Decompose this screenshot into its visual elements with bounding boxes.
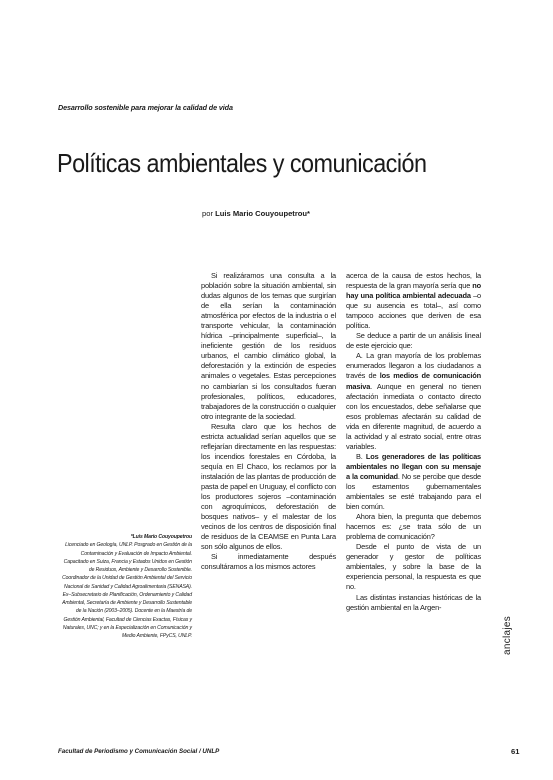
paragraph: Resulta claro que los hechos de estricta actualidad serían aquellos que se reflejarían directamente en las respuestas: los incendios forestales en Córdoba, la sequía en El Chaco, los reclamos por la instalación de las plantas de producción de pasta de papel en Uruguay, el conflicto con los productores sojeros –contaminación con agroquímicos, deforestación de bosques nativos– y el malestar de los vecinos de los centros de disposición final de residuos de la CEAMSE en Punta Lara son sólo algunos de ellos. xyxy=(201,421,336,552)
page-number: 61 xyxy=(511,747,520,756)
emphasis: los medios de comunicación masiva xyxy=(346,371,481,391)
text-run: A. La gran mayoría de los problemas enumerados llegaron a los ciudadanos a través de xyxy=(346,351,481,381)
author-footnote xyxy=(62,533,192,640)
emphasis: Los generadores de las políticas ambientales no llegan con su mensaje a la comunidad xyxy=(346,451,482,481)
body-column-1 xyxy=(201,271,336,572)
paragraph: Si realizáramos una consulta a la población sobre la situación ambiental, sin dudas algunos de los temas que surgirían de ella serían la contaminación atmosférica por efectos de la industria o el transporte vehicular, la contaminación hídrica –principalmente superficial–, la ineficiente gestión de los residuos urbanos, el cambio climático global, la deforestación y la extinción de especies animales o vegetales. Estas percepciones no cambiarían si los consultados fueran profesionales, políticos, educadores, trabajadores de la construcción o cualquier otro integrante de la sociedad. xyxy=(201,271,336,421)
text-run: –o que su ausencia es total–, así como tampoco acciones que deriven de esa política. xyxy=(346,291,481,331)
body-column-2 xyxy=(346,271,481,613)
side-tab-label: anclajes xyxy=(502,615,513,655)
text-run: acerca de la causa de estos hechos, la respuesta de la gran mayoría sería que xyxy=(346,271,481,291)
emphasis: no hay una política ambiental adecuada xyxy=(346,281,481,301)
section-header: Desarrollo sostenible para mejorar la calidad de vida xyxy=(58,103,233,112)
text-run: . Aunque en general no tienen afectación inmediata o contacto directo con los encuestados, debe señalarse que esos problemas afectarán su calidad de vida en diferente magnitud, de acuerdo a la actividad y al estrato social, entre otras variables. xyxy=(346,381,481,451)
paragraph xyxy=(346,351,481,451)
text-run: B. xyxy=(356,451,366,461)
paragraph xyxy=(346,452,481,512)
text-run: . No se percibe que desde los estamentos gubernamentales ambientales se esté trabajando para el bien común. xyxy=(346,471,481,512)
byline xyxy=(202,209,310,218)
paragraph: Desde el punto de vista de un generador y gestor de políticas ambientales, y sobre la base de la experiencia personal, la respuesta es que no. xyxy=(346,542,481,592)
footnote-name: *Luis Mario Couyoupetrou xyxy=(130,534,192,540)
footer-institution: Facultad de Periodismo y Comunicación Social / UNLP xyxy=(58,748,220,755)
paragraph: Se deduce a partir de un análisis lineal de este ejercicio que: xyxy=(346,331,481,351)
paragraph: Si inmediatamente después consultáramos a los mismos actores xyxy=(201,552,336,572)
author-name: Luis Mario Couyoupetrou* xyxy=(215,209,311,218)
paragraph: Las distintas instancias históricas de la gestión ambiental en la Argen- xyxy=(346,592,481,612)
article-title: Políticas ambientales y comunicación xyxy=(57,148,427,178)
footnote-text: Licenciado en Geología, UNLP. Posgrado en Gestión de la Contaminación y Evaluación de Impacto Ambiental. Capacitado en Suiza, Francia y Estados Unidos en Gestión de Residuos, Ambiente y Desarrollo Sostenible. Coordinador de la Unidad de Gestión Ambiental del Servicio Nacional de Sanidad y Calidad Agroalimentaria (SENASA). Ex–Subsecretario de Planificación, Ordenamiento y Calidad Ambiental, Secretaría de Ambiente y Desarrollo Sustentable de la Nación (2003–2005). Docente en la Maestría de Gestión Ambiental, Facultad de Ciencias Exactas, Físicas y Naturales, UNC; y en la Especialización en Comunicación y Medio Ambiente, FPyCS, UNLP. xyxy=(62,542,192,639)
paragraph: Ahora bien, la pregunta que debemos hacernos es: ¿se trata sólo de un problema de comunicación? xyxy=(346,512,481,542)
paragraph xyxy=(346,271,481,331)
byline-prefix: por xyxy=(202,209,216,218)
